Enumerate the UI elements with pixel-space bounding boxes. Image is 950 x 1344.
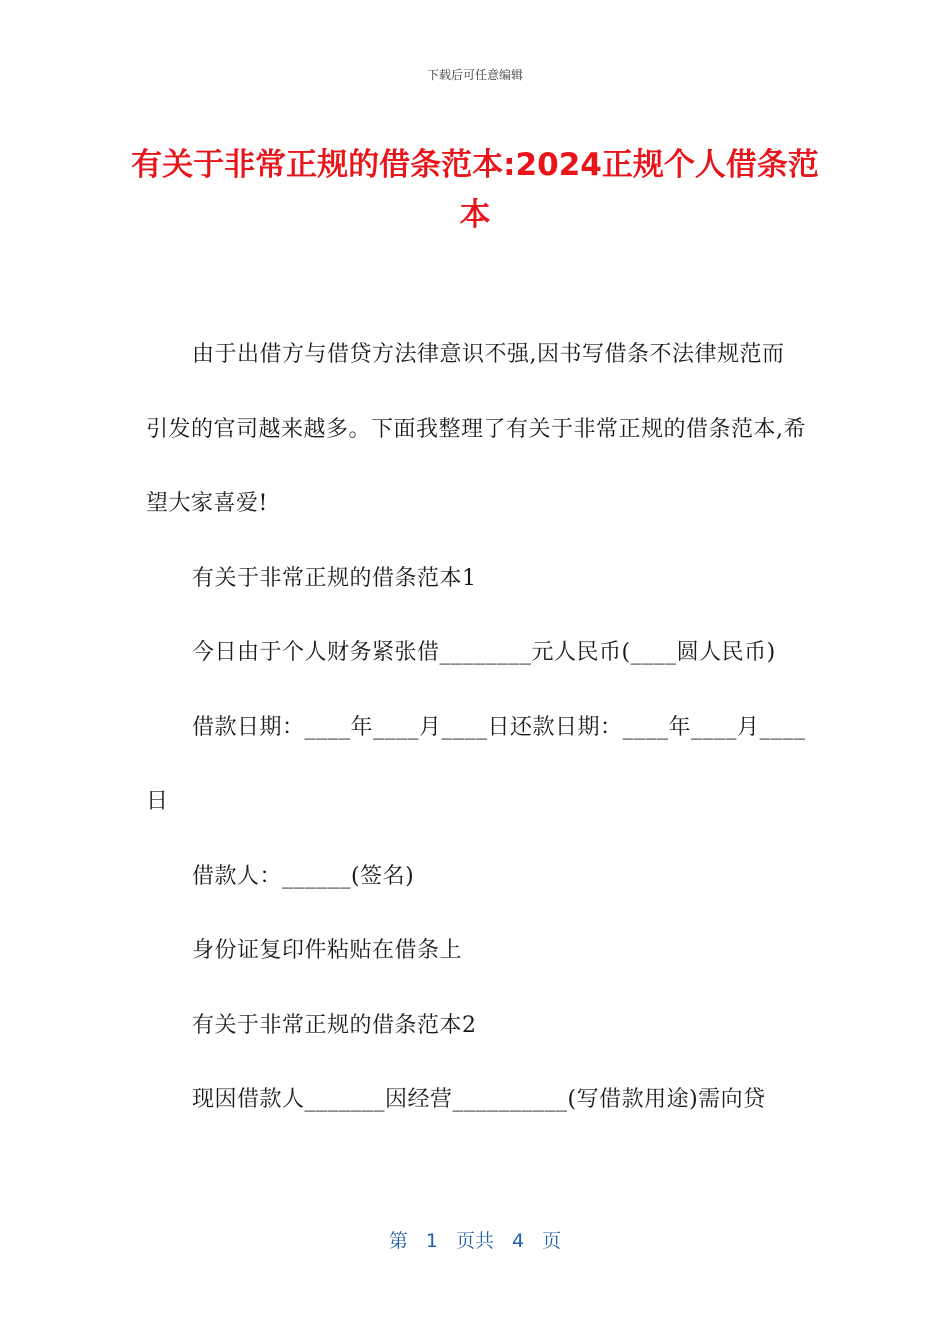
- section-heading-1: 有关于非常正规的借条范本1: [192, 565, 477, 591]
- footer-current-page: 1: [425, 1230, 438, 1252]
- footer-prefix: 第: [388, 1230, 408, 1252]
- document-body: [146, 318, 806, 1138]
- loan-dates-line: 借款日期：____年____月____日还款日期：____年____月____日: [146, 714, 806, 814]
- borrower-signature-line: 借款人：______(签名): [192, 863, 415, 889]
- loan-amount-line: 今日由于个人财务紧张借________元人民币(____圆人民币): [192, 640, 776, 665]
- section-heading-2: 有关于非常正规的借条范本2: [192, 1012, 477, 1038]
- template-2-first-line: 现因借款人_______因经营__________(写借款用途)需向贷: [192, 1087, 766, 1112]
- id-copy-note: 身份证复印件粘贴在借条上: [192, 938, 463, 963]
- footer-total-pages: 4: [512, 1230, 525, 1252]
- footer-middle: 页共: [455, 1230, 494, 1252]
- intro-paragraph: 由于出借方与借贷方法律意识不强,因书写借条不法律规范而引发的官司越来越多。下面我整理了有关于非常正规的借条范本,希望大家喜爱!: [146, 342, 806, 516]
- document-title: 有关于非常正规的借条范本:2024正规个人借条范本: [131, 147, 819, 233]
- page-footer: [0, 1226, 950, 1253]
- footer-suffix: 页: [542, 1230, 562, 1252]
- header-note: 下载后可任意编辑: [426, 68, 523, 82]
